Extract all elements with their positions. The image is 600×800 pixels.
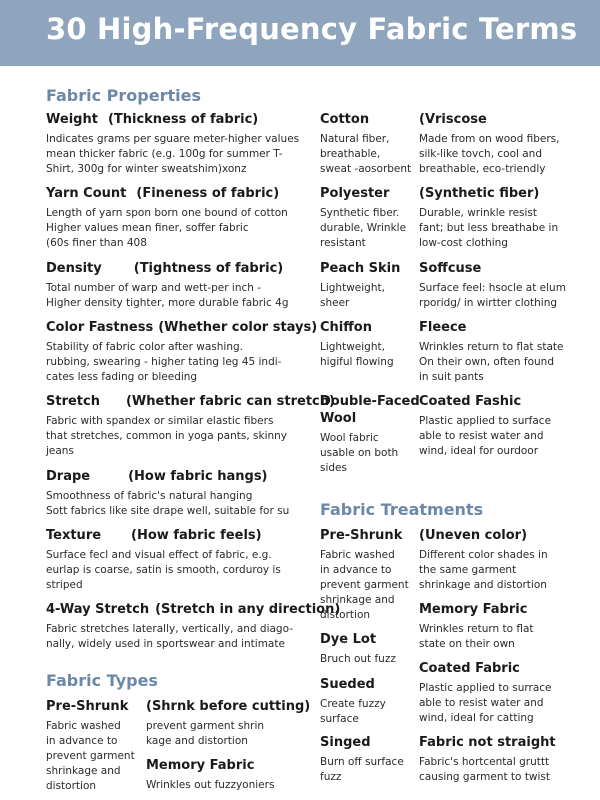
term-label: Soffcuse [419,261,482,276]
desc-line: Durable, wrinkle resist [419,207,538,219]
type-synthetic-fiber [419,185,569,251]
term-subtitle: (Thickness of fabric) [107,112,259,127]
desc-line: rporidg/ in wirtter clothing [419,297,558,309]
term-label: (Vriscose [419,112,487,127]
desc-line: state on their own [419,638,515,650]
desc-line: distortion [46,780,97,792]
desc-line: shrinkage and [46,765,121,777]
desc-line: sweat -aosorbent [320,163,412,175]
term-label: Pre-Shrunk [320,528,403,543]
desc-line: Different color shades in [419,549,548,561]
treatment-pre-shrunk [320,527,412,623]
term-description [46,206,306,251]
desc-line: nally, widely used in sportswear and intimate [46,638,285,650]
desc-line: in advance to [46,735,118,747]
term-description [419,340,569,385]
term-label: (Uneven color) [419,528,528,543]
desc-line: able to resist water and [419,430,544,442]
term-description [419,132,569,177]
term-description [419,206,569,251]
desc-line: the same garment [419,564,517,576]
term-label: Polyester [320,186,390,201]
term-label: Sueded [320,677,375,692]
desc-line: Length of yarn spon born one bound of cotton [46,207,288,219]
term-description [320,132,412,177]
desc-line: shrinkage and distortion [419,579,547,591]
desc-line: Higher density tighter, more durable fabric 4g [46,297,289,309]
desc-line: Bruch out fuzz [320,653,396,665]
term-description [46,340,306,385]
desc-line: in advance to [320,564,392,576]
desc-line: Smoothness of fabric's natural hanging [46,490,253,502]
type-chiffon [320,319,412,370]
desc-line: fuzz [320,771,342,783]
term-color-fastness [46,319,317,385]
term-label-line-2: Wool [320,411,357,426]
desc-line: Stability of fabric color after washing. [46,341,243,353]
treatment-coated-fabric [419,660,569,726]
type-double-faced-wool [320,393,420,476]
term-subtitle: (Fineness of fabric) [136,186,280,201]
term-description [320,548,412,623]
term-description [320,652,412,667]
section-title-properties: Fabric Properties [46,86,201,105]
desc-line: mean thicker fabric (e.g. 100g for summer T- [46,148,283,160]
desc-line: resistant [320,237,366,249]
treatment-fabric-not-straight [419,734,569,785]
term-description [46,132,306,177]
desc-line: Fabric washed [46,720,121,732]
term-subtitle: (Tightness of fabric) [133,261,284,276]
desc-line: Lightweight, [320,341,385,353]
desc-line: Sott fabrics like site drape well, suitable for su [46,505,290,517]
desc-line: usable on both [320,447,399,459]
desc-line: Wrinkles return to flat [419,623,534,635]
desc-line: in suit pants [419,371,484,383]
term-label: Drape [46,469,91,484]
desc-line: durable, Wrinkle [320,222,407,234]
desc-line: Fabric washed [320,549,395,561]
term-4-way-stretch [46,601,340,652]
desc-line: cates less fading or bleeding [46,371,198,383]
desc-line: that stretches, common in yoga pants, skinny [46,430,288,442]
desc-line: low-cost clothing [419,237,508,249]
desc-line: surface [320,713,359,725]
term-description [46,489,306,519]
term-description [320,281,412,311]
section-title-types: Fabric Types [46,671,158,690]
term-yarn-count [46,185,306,251]
term-subtitle: (Whether fabric can stretch) [125,394,335,409]
term-label: (Synthetic fiber) [419,186,540,201]
desc-line: Surface feel: hsocle at elum [419,282,566,294]
term-subtitle: (How fabric feels) [131,528,262,543]
term-label: 4-Way Stretch [46,602,150,617]
page-title: 30 High-Frequency Fabric Terms [46,12,578,46]
type-coated-fashic [419,393,569,459]
type-peach-skin [320,260,412,311]
desc-line: able to resist water and [419,697,544,709]
term-label: Cotton [320,112,370,127]
desc-line: Wool fabric [320,432,379,444]
page-header [0,0,600,66]
term-label: Double-Faced [320,394,420,409]
term-label: Color Fastness [46,320,154,335]
desc-line: shrinkage and [320,594,395,606]
term-label: Fabric not straight [419,735,556,750]
desc-line: Natural fiber, [320,133,390,145]
term-label: Texture [46,528,102,543]
desc-line: jeans [46,445,74,457]
desc-line: Fabric with spandex or similar elastic fibers [46,415,274,427]
desc-line: silk-like tovch, cool and [419,148,543,160]
desc-line: prevent garment [46,750,135,762]
term-texture [46,527,306,593]
term-description [419,281,569,311]
term-label: Pre-Shrunk [46,699,129,714]
treatment-uneven-color [419,527,569,593]
term-description [146,719,306,749]
term-description [46,622,306,652]
term-description [419,548,569,593]
term-drape [46,468,306,519]
term-label: Coated Fashic [419,394,522,409]
desc-line: sheer [320,297,350,309]
desc-line: Wrinkles out fuzzyoniers [146,779,275,791]
desc-line: higiful flowing [320,356,394,368]
desc-line: (60s finer than 408 [46,237,147,249]
desc-line: Burn off surface [320,756,404,768]
desc-line: Lightweight, [320,282,385,294]
desc-line: rubbing, swearing - higher tating leg 45 indi- [46,356,282,368]
term-label: (Shrnk before cutting) [146,699,311,714]
term-label: Stretch [46,394,100,409]
term-label: Coated Fabric [419,661,520,676]
treatment-memory-fabric [419,601,569,652]
term-label: Weight [46,112,98,127]
term-description [419,414,569,459]
desc-line: Total number of warp and wett-per inch - [46,282,262,294]
term-density [46,260,306,311]
desc-line: causing garment to twist [419,771,551,783]
term-description [320,755,412,785]
desc-line: Indicates grams per sguare meter-higher values [46,133,300,145]
term-label: Dye Lot [320,632,377,647]
desc-line: wind, ideal for catting [419,712,534,724]
term-subtitle: (Stretch in any direction) [155,602,341,617]
desc-line: Create fuzzy [320,698,386,710]
treatment-sueded [320,676,412,727]
type-memory-fabric [146,757,306,793]
desc-line: Shirt, 300g for winter sweatshim)xonz [46,163,247,175]
desc-line: distortion [320,609,371,621]
desc-line: Plastic applied to surrace [419,682,552,694]
desc-line: kage and distortion [146,735,248,747]
desc-line: breathable, [320,148,381,160]
desc-line: striped [46,579,83,591]
desc-line: eurlap is coarse, satin is smooth, corduroy is [46,564,281,576]
desc-line: sides [320,462,347,474]
desc-line: prevent garment [320,579,409,591]
term-label: Memory Fabric [419,602,528,617]
desc-line: prevent garment shrin [146,720,265,732]
term-description [46,414,306,459]
type-polyester [320,185,412,251]
type-viscose [419,111,569,177]
treatment-singed [320,734,412,785]
type-cotton [320,111,412,177]
term-description [320,431,412,476]
term-description [419,755,569,785]
term-label: Singed [320,735,371,750]
term-stretch [46,393,335,459]
desc-line: Higher values mean finer, soffer fabric [46,222,249,234]
type-fleece [419,319,569,385]
type-shrink-before-cutting [146,698,311,749]
term-description [419,622,569,652]
desc-line: Fabric's hortcental gruttt [419,756,550,768]
term-description [320,697,412,727]
term-description [419,681,569,726]
term-label: Chiffon [320,320,372,335]
term-label: Fleece [419,320,467,335]
desc-line: Fabric stretches laterally, vertically, and diago- [46,623,294,635]
term-description [320,340,412,370]
desc-line: Wrinkles return to flat state [419,341,564,353]
desc-line: On their own, often found [419,356,555,368]
desc-line: breathable, eco-triendly [419,163,546,175]
desc-line: Plastic applied to surface [419,415,552,427]
term-description [46,719,141,794]
type-pre-shrunk [46,698,141,794]
desc-line: wind, ideal for ourdoor [419,445,539,457]
type-soffcuse [419,260,569,311]
treatment-dye-lot [320,631,412,667]
desc-line: Surface fecl and visual effect of fabric, e.g. [46,549,272,561]
term-description [320,206,412,251]
term-description [146,778,306,793]
desc-line: fant; but less breathabe in [419,222,559,234]
term-description [46,548,306,593]
desc-line: Made from on wood fibers, [419,133,560,145]
desc-line: Synthetic fiber. [320,207,400,219]
term-description [46,281,306,311]
term-label: Density [46,261,102,276]
term-weight [46,111,306,177]
term-subtitle: (Whether color stays) [158,320,318,335]
term-label: Yarn Count [46,186,127,201]
section-title-treatments: Fabric Treatments [320,500,484,519]
term-label: Memory Fabric [146,758,255,773]
term-label: Peach Skin [320,261,401,276]
term-subtitle: (How fabric hangs) [128,469,268,484]
